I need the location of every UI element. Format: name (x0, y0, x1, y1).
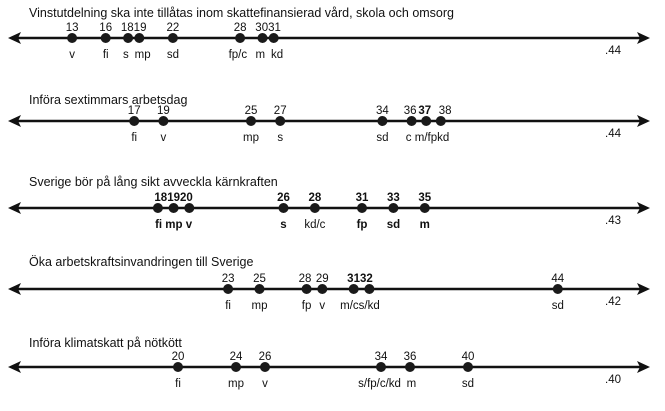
party-label: m (255, 49, 266, 61)
point-value-label: 17 (127, 105, 141, 117)
party-label: v (262, 378, 268, 390)
party-point-m (349, 284, 359, 294)
party-point-sd (168, 33, 178, 43)
party-point-fp (357, 203, 367, 213)
party-point-fi (173, 362, 183, 372)
party-point-fi (129, 116, 139, 126)
party-label: s/fp/c/kd (358, 378, 401, 390)
statement-row-1 (8, 6, 650, 61)
party-point-v (260, 362, 270, 372)
party-point-mp (169, 203, 179, 213)
party-point-fi (153, 203, 163, 213)
point-value-label: 20 (171, 351, 185, 363)
party-point-sd (377, 116, 387, 126)
point-value-label: 33 (387, 192, 400, 204)
party-point-v (317, 284, 327, 294)
party-point-fp-kd (436, 116, 446, 126)
statement-row-2 (8, 93, 650, 144)
point-value-label: 16 (99, 22, 113, 34)
party-point-fp-c (235, 33, 245, 43)
party-point-s (279, 203, 289, 213)
party-label: kd/c (304, 219, 326, 231)
party-label: mp (251, 300, 268, 312)
point-value-label: 26 (258, 351, 272, 363)
point-value-label: 19 (157, 105, 170, 117)
party-label: fi (102, 49, 109, 61)
party-label: fi (175, 378, 181, 390)
point-value-label: 35 (418, 192, 432, 204)
party-point-v (67, 33, 77, 43)
party-label: mp (228, 378, 244, 390)
row-value-label: .42 (605, 296, 621, 308)
party-label: kd (270, 49, 284, 61)
point-value-label: 40 (461, 351, 475, 363)
point-value-label: 31 (355, 192, 369, 204)
party-label: fi mp v (155, 219, 193, 231)
row-value-label: .44 (605, 45, 621, 57)
point-value-label: 38 (438, 105, 452, 117)
party-label: fi (131, 132, 138, 144)
party-point-sd (553, 284, 563, 294)
row-value-label: .44 (605, 128, 621, 140)
statement-row-3 (8, 175, 650, 231)
party-label: mp (134, 49, 151, 61)
party-point-v (184, 203, 194, 213)
point-value-label: 25 (253, 273, 266, 285)
point-value-label: 36 (403, 351, 417, 363)
point-value-label: 3031 (255, 22, 281, 34)
statement-title: Sverige bör på lång sikt avveckla kärnkraften (29, 175, 278, 189)
party-label: sd (551, 300, 564, 312)
point-value-label: 1819 (120, 22, 147, 34)
party-point-kd (269, 33, 279, 43)
point-value-label: 36 (403, 105, 417, 117)
party-point-c (407, 116, 417, 126)
party-label: fp (356, 219, 368, 231)
party-label: sd (166, 49, 179, 61)
statement-title: Öka arbetskraftsinvandringen till Sverige (29, 255, 254, 269)
party-label: s (122, 49, 129, 61)
party-point-v (158, 116, 168, 126)
party-point-fp (302, 284, 312, 294)
party-label: sd (461, 378, 475, 390)
point-value-label: 29 (315, 273, 329, 285)
point-value-label: 37 (418, 105, 432, 117)
point-value-label: 34 (376, 105, 389, 117)
party-point-mp (246, 116, 256, 126)
party-point-mp (255, 284, 265, 294)
party-point-fi (101, 33, 111, 43)
party-point-m (258, 33, 268, 43)
party-point-fi (223, 284, 233, 294)
party-label: s (277, 132, 284, 144)
statement-row-5 (8, 336, 650, 390)
point-value-label: 25 (244, 105, 258, 117)
party-label: c (405, 132, 412, 144)
point-value-label: 13 (65, 22, 79, 34)
party-point-m (405, 362, 415, 372)
party-label: v (319, 300, 326, 312)
party-point-c-s-kd (364, 284, 374, 294)
party-label: mp (243, 132, 259, 144)
point-value-label: 26 (277, 192, 290, 204)
party-point-mp (231, 362, 241, 372)
party-label: fi (225, 300, 231, 312)
party-label: m/fpkd (414, 132, 450, 144)
party-label: m/cs/kd (340, 300, 380, 312)
party-label: m (419, 219, 430, 231)
party-label: s (280, 219, 287, 231)
party-label: v (69, 49, 75, 61)
point-value-label: 181920 (154, 192, 193, 204)
party-label: sd (386, 219, 401, 231)
party-point-sd (388, 203, 398, 213)
statement-title: Införa sextimmars arbetsdag (29, 93, 188, 107)
party-point-s-fp-c-kd (376, 362, 386, 372)
point-value-label: 28 (298, 273, 312, 285)
point-value-label: 23 (221, 273, 235, 285)
party-point-m (420, 203, 430, 213)
point-value-label: 22 (166, 22, 180, 34)
statement-title: Införa klimatskatt på nötkött (29, 336, 182, 350)
party-point-s (275, 116, 285, 126)
statement-row-4 (8, 255, 650, 312)
party-point-sd (463, 362, 473, 372)
party-label: m (406, 378, 417, 390)
row-value-label: .43 (605, 215, 621, 227)
party-label: fp (301, 300, 312, 312)
party-point-mp (134, 33, 144, 43)
party-point-kd-c (310, 203, 320, 213)
point-value-label: 24 (229, 351, 243, 363)
statement-title: Vinstutdelning ska inte tillåtas inom skattefinansierad vård, skola och omsorg (29, 6, 454, 20)
party-label: sd (376, 132, 389, 144)
point-value-label: 3132 (347, 273, 373, 285)
party-point-m (421, 116, 431, 126)
point-value-label: 44 (551, 273, 565, 285)
party-point-s (123, 33, 133, 43)
point-value-label: 28 (308, 192, 322, 204)
party-label: v (160, 132, 167, 144)
party-label: fp/c (228, 49, 248, 61)
row-value-label: .40 (605, 374, 621, 386)
point-value-label: 34 (374, 351, 388, 363)
point-value-label: 28 (233, 22, 247, 34)
point-value-label: 27 (273, 105, 287, 117)
